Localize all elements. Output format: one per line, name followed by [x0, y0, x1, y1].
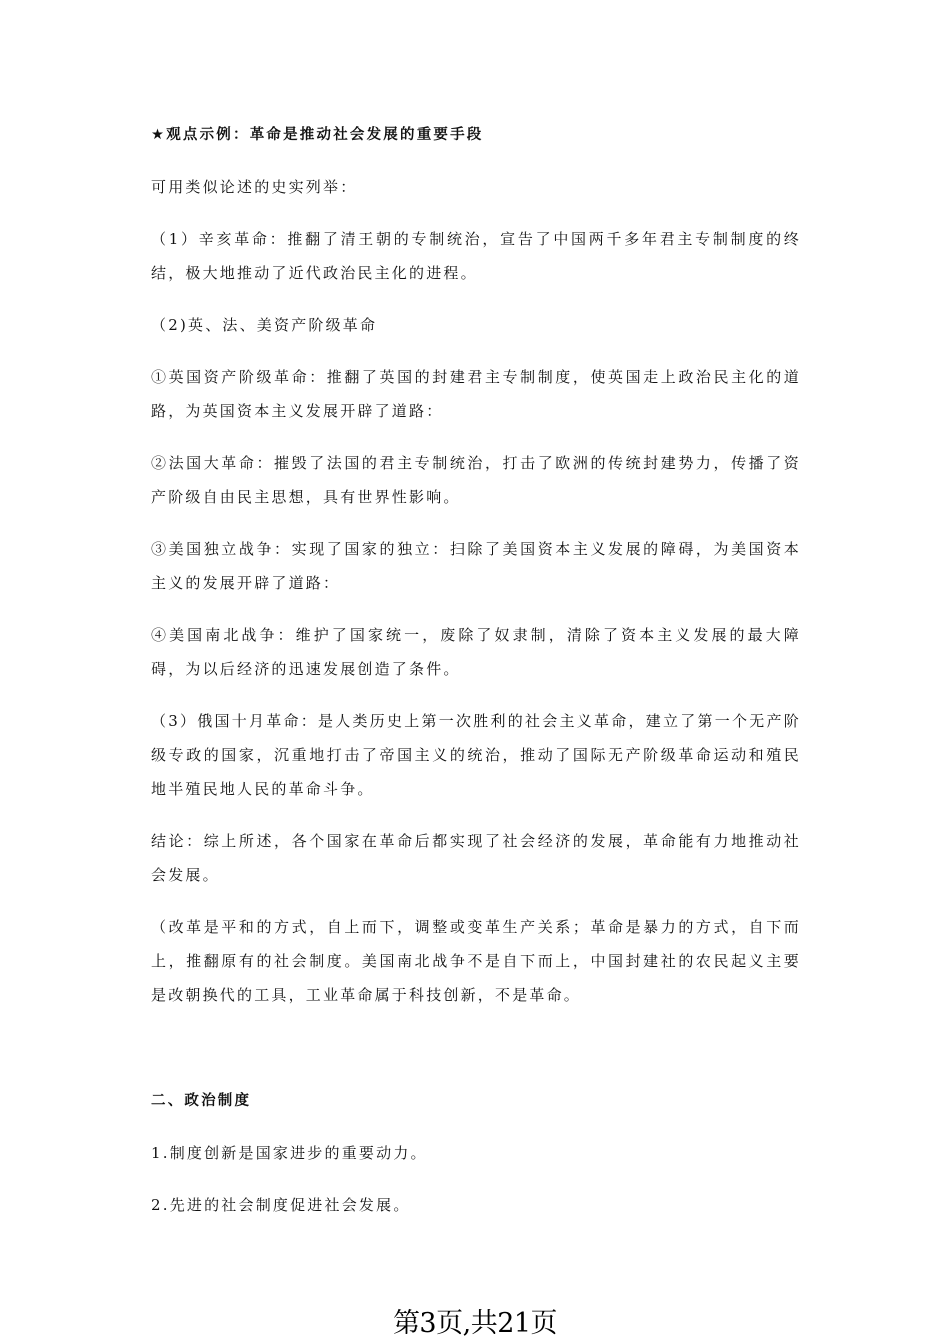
intro-text: 可用类似论述的史实列举：: [151, 178, 358, 196]
paragraph-october-revolution: （3）俄国十月革命：是人类历史上第一次胜利的社会主义革命，建立了第一个无产阶级专政的国家，沉重地打击了帝国主义的统治，推动了国际无产阶级革命运动和殖民地半殖民地人民的革命斗争。: [151, 712, 801, 798]
document-body: [151, 118, 801, 1222]
item-american-independence: ③美国独立战争：实现了国家的独立：扫除了美国资本主义发展的障碍，为美国资本主义的发展开辟了道路：: [151, 540, 801, 592]
item-english-revolution: ①英国资产阶级革命：推翻了英国的封建君主专制制度，使英国走上政治民主化的道路，为英国资本主义发展开辟了道路：: [151, 368, 801, 420]
section-2-item-1: 1.制度创新是国家进步的重要动力。: [151, 1144, 428, 1162]
paragraph-xinhai-revolution: （1）辛亥革命：推翻了清王朝的专制统治，宣告了中国两千多年君主专制制度的终结，极大地推动了近代政治民主化的进程。: [151, 230, 801, 282]
viewpoint-heading: ★观点示例：革命是推动社会发展的重要手段: [151, 127, 484, 143]
paragraph-bourgeois-revolutions: （2)英、法、美资产阶级革命: [151, 316, 378, 334]
conclusion-text: 结论：综上所述，各个国家在革命后都实现了社会经济的发展，革命能有力地推动社会发展。: [151, 832, 801, 884]
note-text: （改革是平和的方式，自上而下，调整或变革生产关系；革命是暴力的方式，自下而上，推翻原有的社会制度。美国南北战争不是自下而上，中国封建社的农民起义主要是改朝换代的工具，工业革命属于科技创新，不是革命。: [151, 918, 801, 1004]
section-2-heading: 二、政治制度: [151, 1093, 252, 1109]
item-french-revolution: ②法国大革命：摧毁了法国的君主专制统治，打击了欧洲的传统封建势力，传播了资产阶级自由民主思想，具有世界性影响。: [151, 454, 801, 506]
section-2-item-2: 2.先进的社会制度促进社会发展。: [151, 1196, 411, 1214]
page-indicator: 第3页,共21页: [392, 1308, 558, 1339]
item-american-civil-war: ④美国南北战争：维护了国家统一，废除了奴隶制，清除了资本主义发展的最大障碍，为以后经济的迅速发展创造了条件。: [151, 626, 801, 678]
